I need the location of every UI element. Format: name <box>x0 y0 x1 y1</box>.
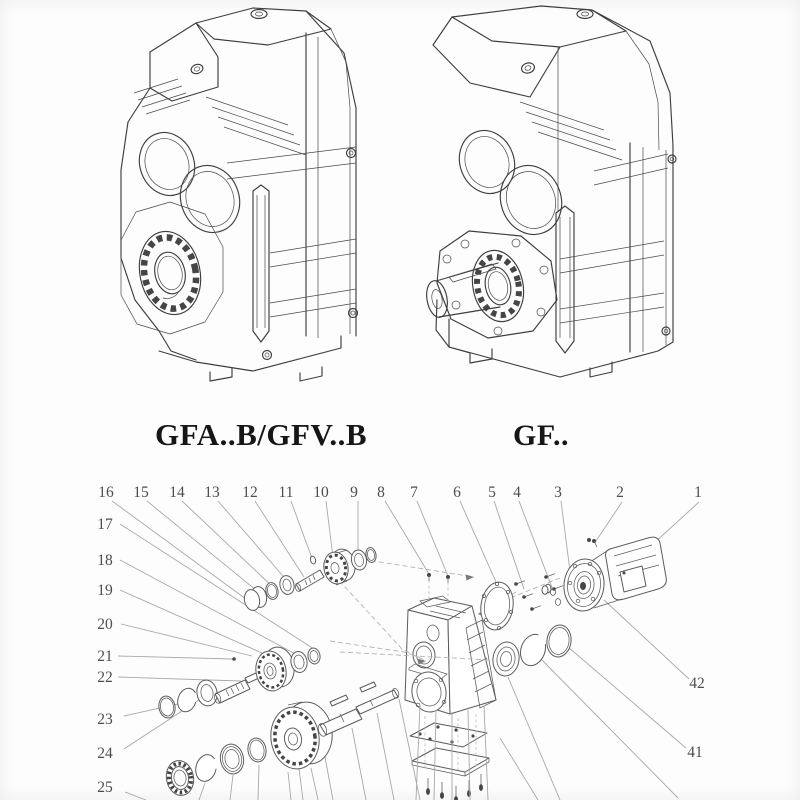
callout-2: 2 <box>616 484 624 501</box>
callout-14: 14 <box>169 484 185 501</box>
callout-9: 9 <box>350 484 358 501</box>
callout-5: 5 <box>488 484 496 501</box>
part-output-shaft <box>317 688 400 737</box>
model-label-gf: GF.. <box>513 419 569 452</box>
part-key1 <box>330 695 348 706</box>
part-o-ring <box>545 623 573 658</box>
part-intermediate-pinion <box>213 673 259 704</box>
part-ball-bearing <box>164 758 197 797</box>
callout-7: 7 <box>410 484 418 501</box>
callout-20: 20 <box>97 616 113 633</box>
output-shaft-bearing <box>466 246 530 327</box>
part-bottom-gasket <box>410 723 487 747</box>
callout-4: 4 <box>513 484 521 501</box>
callout-13: 13 <box>204 484 220 501</box>
gearbox-side-drawing <box>424 6 676 377</box>
part-bearing-mid <box>195 678 219 707</box>
callout-15: 15 <box>133 484 149 501</box>
callout-22: 22 <box>97 669 113 686</box>
model-label-gfab-gfvb: GFA..B/GFV..B <box>154 417 368 452</box>
part-snap-ring <box>175 686 200 714</box>
callout-21: 21 <box>97 648 113 665</box>
part-input-flange <box>561 557 606 613</box>
callout-16: 16 <box>98 484 114 501</box>
callout-17: 17 <box>97 516 113 533</box>
callout-3: 3 <box>554 484 562 501</box>
callout-23: 23 <box>97 711 113 728</box>
callout-1: 1 <box>694 484 702 501</box>
exploded-view-diagram <box>0 472 800 800</box>
callout-25: 25 <box>97 779 113 796</box>
callout-10: 10 <box>313 484 329 501</box>
part-key2 <box>360 682 376 692</box>
output-bearing-bore <box>132 226 208 321</box>
part-bearing-small <box>278 574 296 595</box>
part-flange-gasket <box>478 580 516 632</box>
part-plug <box>542 584 551 594</box>
part-bearing-output <box>218 742 246 776</box>
callout-8: 8 <box>377 484 385 501</box>
input-bearing-set <box>491 623 573 677</box>
part-key-pin2 <box>232 657 236 661</box>
gearbox-front-drawing <box>121 8 358 381</box>
part-input-pinion <box>295 570 324 592</box>
part-input-gear <box>321 547 357 586</box>
part-key-pin <box>310 555 317 564</box>
part-snap-ring2 <box>193 752 219 783</box>
output-shaft <box>424 263 500 319</box>
callout-19: 19 <box>97 582 113 599</box>
part-collar <box>307 647 322 665</box>
part-washer2 <box>246 737 268 764</box>
callout-18: 18 <box>97 552 113 569</box>
callout-12: 12 <box>242 484 258 501</box>
callout-6: 6 <box>453 484 461 501</box>
upper-shaft-assembly <box>242 547 377 612</box>
callout-41: 41 <box>687 744 703 761</box>
part-motor <box>561 537 666 613</box>
callout-24: 24 <box>97 745 113 762</box>
callout-42: 42 <box>689 675 705 692</box>
part-input-bearing <box>491 640 521 677</box>
part-bottom-cover <box>412 748 489 776</box>
callout-11: 11 <box>278 484 294 501</box>
